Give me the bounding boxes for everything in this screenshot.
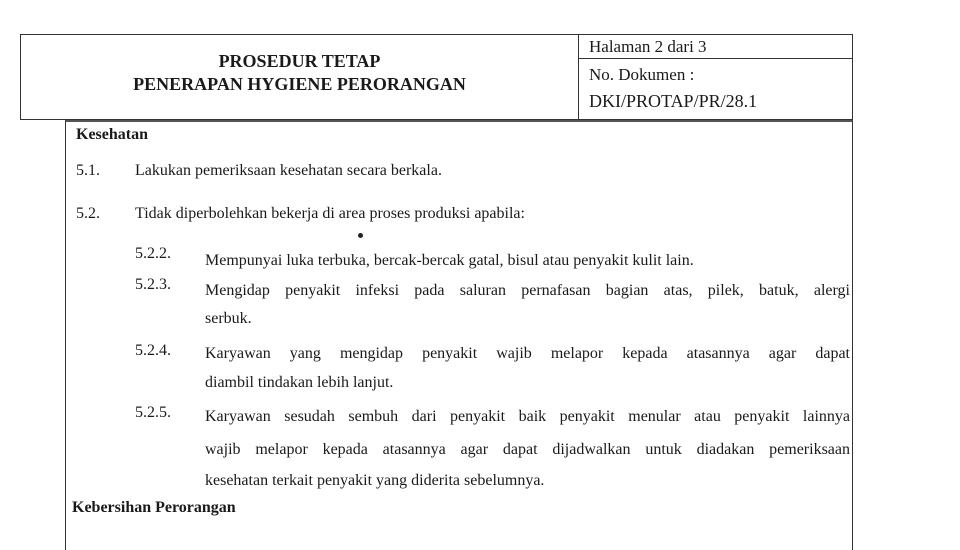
doc-number-label: No. Dokumen :	[589, 65, 695, 84]
document-header	[20, 34, 853, 120]
item-text: Tidak diperbolehkan bekerja di area proses produksi apabila:	[135, 205, 525, 222]
header-title	[21, 35, 578, 119]
subitem-text: Karyawan sesudah sembuh dari penyakit baik penyakit menular atau penyakit lainnya	[205, 408, 850, 425]
page-info: Halaman 2 dari 3	[579, 35, 852, 59]
subitem-text: wajib melapor kepada atasannya agar dapat dijadwalkan untuk diadakan pemeriksaan	[205, 441, 850, 458]
subitem-text: diambil tindakan lebih lanjut.	[205, 374, 394, 391]
item-text: Lakukan pemeriksaan kesehatan secara berkala.	[135, 162, 442, 179]
subitem-text: Mempunyai luka terbuka, bercak-bercak gatal, bisul atau penyakit kulit lain.	[205, 252, 694, 269]
subitem-number: 5.2.4.	[135, 342, 171, 359]
header-info	[578, 35, 852, 119]
subitem-text: serbuk.	[205, 310, 252, 327]
subitem-number: 5.2.2.	[135, 245, 171, 262]
subitem-text: Mengidap penyakit infeksi pada saluran pernafasan bagian atas, pilek, batuk, alergi	[205, 282, 850, 299]
item-number: 5.1.	[76, 162, 100, 179]
scan-speck	[358, 233, 363, 238]
item-number: 5.2.	[76, 205, 100, 222]
subitem-number: 5.2.3.	[135, 276, 171, 293]
subitem-text: kesehatan terkait penyakit yang diderita sebelumnya.	[205, 472, 545, 489]
header-title-line2: PENERAPAN HYGIENE PERORANGAN	[133, 74, 466, 94]
subitem-number: 5.2.5.	[135, 404, 171, 421]
doc-number: DKI/PROTAP/PR/28.1	[589, 91, 758, 111]
section-heading-kebersihan: Kebersihan Perorangan	[72, 499, 236, 516]
section-heading-kesehatan: Kesehatan	[76, 126, 148, 143]
subitem-text: Karyawan yang mengidap penyakit wajib melapor kepada atasannya agar dapat	[205, 345, 850, 362]
header-title-line1: PROSEDUR TETAP	[218, 51, 381, 71]
